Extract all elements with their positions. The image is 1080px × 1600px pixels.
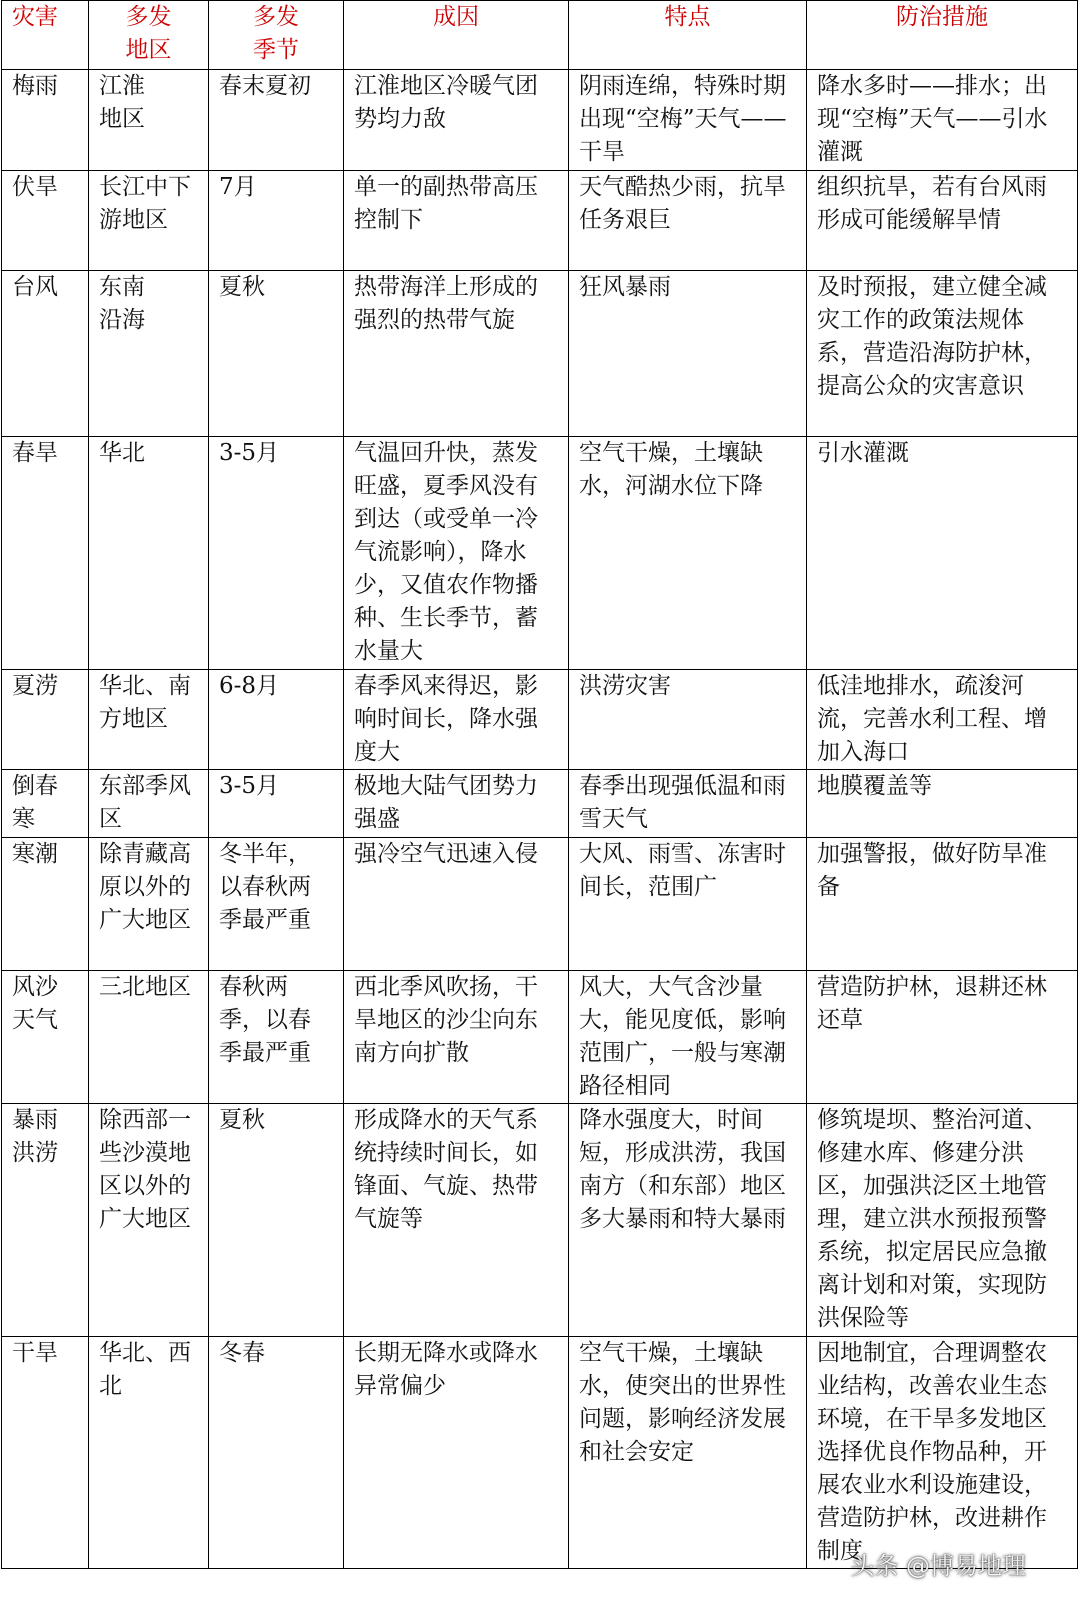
cell-disaster: 风沙天气: [2, 971, 89, 1104]
cell-measures: 及时预报，建立健全减灾工作的政策法规体系，营造沿海防护林，提高公众的灾害意识: [807, 271, 1078, 437]
cell-region: 东部季风区: [89, 770, 209, 838]
cell-feature: 洪涝灾害: [569, 670, 807, 770]
cell-cause: 强冷空气迅速入侵: [344, 838, 569, 971]
cell-cause: 气温回升快，蒸发旺盛，夏季风没有到达（或受单一冷气流影响），降水少，又值农作物播种、生长季节，蓄水量大: [344, 437, 569, 670]
cell-feature: 天气酷热少雨，抗旱任务艰巨: [569, 171, 807, 271]
cell-feature: 阴雨连绵，特殊时期出现“空梅”天气——干旱: [569, 70, 807, 171]
cell-cause: 热带海洋上形成的强烈的热带气旋: [344, 271, 569, 437]
cell-feature: 春季出现强低温和雨雪天气: [569, 770, 807, 838]
cell-measures: 引水灌溉: [807, 437, 1078, 670]
cell-disaster: 倒春寒: [2, 770, 89, 838]
header-cause: 成因: [344, 1, 569, 70]
cell-cause: 极地大陆气团势力强盛: [344, 770, 569, 838]
cell-season: 7月: [209, 171, 344, 271]
cell-region: 东南 沿海: [89, 271, 209, 437]
cell-disaster: 伏旱: [2, 171, 89, 271]
cell-region: 江淮 地区: [89, 70, 209, 171]
cell-region: 长江中下游地区: [89, 171, 209, 271]
table-row: [2, 971, 1078, 1104]
cell-measures: 修筑堤坝、整治河道、修建水库、修建分洪区，加强洪泛区土地管理，建立洪水预报预警系统，拟定居民应急撤离计划和对策，实现防洪保险等: [807, 1104, 1078, 1337]
header-season: 多发 季节: [209, 1, 344, 70]
cell-cause: 江淮地区冷暖气团势均力敌: [344, 70, 569, 171]
table-row: [2, 670, 1078, 770]
cell-cause: 西北季风吹扬，干旱地区的沙尘向东南方向扩散: [344, 971, 569, 1104]
cell-season: 春秋两季，以春季最严重: [209, 971, 344, 1104]
header-row: [2, 1, 1078, 70]
cell-disaster: 梅雨: [2, 70, 89, 171]
table-row: [2, 271, 1078, 437]
cell-cause: 春季风来得迟，影响时间长，降水强度大: [344, 670, 569, 770]
table-row: [2, 437, 1078, 670]
cell-feature: 降水强度大，时间短，形成洪涝，我国南方（和东部）地区多大暴雨和特大暴雨: [569, 1104, 807, 1337]
cell-region: 华北、西北: [89, 1337, 209, 1569]
disaster-table: [1, 0, 1078, 1569]
cell-region: 三北地区: [89, 971, 209, 1104]
table-row: [2, 1337, 1078, 1569]
cell-season: 春末夏初: [209, 70, 344, 171]
cell-region: 除西部一些沙漠地区以外的广大地区: [89, 1104, 209, 1337]
cell-measures: 组织抗旱，若有台风雨形成可能缓解旱情: [807, 171, 1078, 271]
header-disaster: 灾害: [2, 1, 89, 70]
cell-disaster: 春旱: [2, 437, 89, 670]
cell-disaster: 寒潮: [2, 838, 89, 971]
cell-disaster: 台风: [2, 271, 89, 437]
cell-season: 夏秋: [209, 271, 344, 437]
cell-region: 华北、南方地区: [89, 670, 209, 770]
table-row: [2, 70, 1078, 171]
cell-measures: 地膜覆盖等: [807, 770, 1078, 838]
cell-feature: 空气干燥，土壤缺水，河湖水位下降: [569, 437, 807, 670]
cell-season: 3-5月: [209, 437, 344, 670]
table-row: [2, 838, 1078, 971]
watermark: 头条 @博易地理: [850, 1552, 1026, 1580]
table-row: [2, 770, 1078, 838]
cell-measures: 营造防护林，退耕还林还草: [807, 971, 1078, 1104]
cell-season: 6-8月: [209, 670, 344, 770]
cell-feature: 风大，大气含沙量大，能见度低，影响范围广，一般与寒潮路径相同: [569, 971, 807, 1104]
cell-measures: 降水多时——排水；出现“空梅”天气——引水灌溉: [807, 70, 1078, 171]
cell-feature: 空气干燥，土壤缺水，使突出的世界性问题，影响经济发展和社会安定: [569, 1337, 807, 1569]
cell-feature: 大风、雨雪、冻害时间长，范围广: [569, 838, 807, 971]
table-row: [2, 1104, 1078, 1337]
cell-measures: 因地制宜，合理调整农业结构，改善农业生态环境，在干旱多发地区选择优良作物品种，开展农业水利设施建设，营造防护林，改进耕作制度: [807, 1337, 1078, 1569]
cell-season: 冬春: [209, 1337, 344, 1569]
cell-measures: 低洼地排水，疏浚河流，完善水利工程、增加入海口: [807, 670, 1078, 770]
cell-cause: 形成降水的天气系统持续时间长，如锋面、气旋、热带气旋等: [344, 1104, 569, 1337]
cell-region: 除青藏高原以外的广大地区: [89, 838, 209, 971]
header-region: 多发 地区: [89, 1, 209, 70]
cell-season: 冬半年，以春秋两季最严重: [209, 838, 344, 971]
cell-disaster: 干旱: [2, 1337, 89, 1569]
cell-disaster: 暴雨洪涝: [2, 1104, 89, 1337]
header-measures: 防治措施: [807, 1, 1078, 70]
cell-disaster: 夏涝: [2, 670, 89, 770]
cell-region: 华北: [89, 437, 209, 670]
header-feature: 特点: [569, 1, 807, 70]
cell-season: 夏秋: [209, 1104, 344, 1337]
cell-cause: 单一的副热带高压控制下: [344, 171, 569, 271]
cell-measures: 加强警报，做好防旱准备: [807, 838, 1078, 971]
cell-season: 3-5月: [209, 770, 344, 838]
cell-feature: 狂风暴雨: [569, 271, 807, 437]
cell-cause: 长期无降水或降水异常偏少: [344, 1337, 569, 1569]
table-row: [2, 171, 1078, 271]
